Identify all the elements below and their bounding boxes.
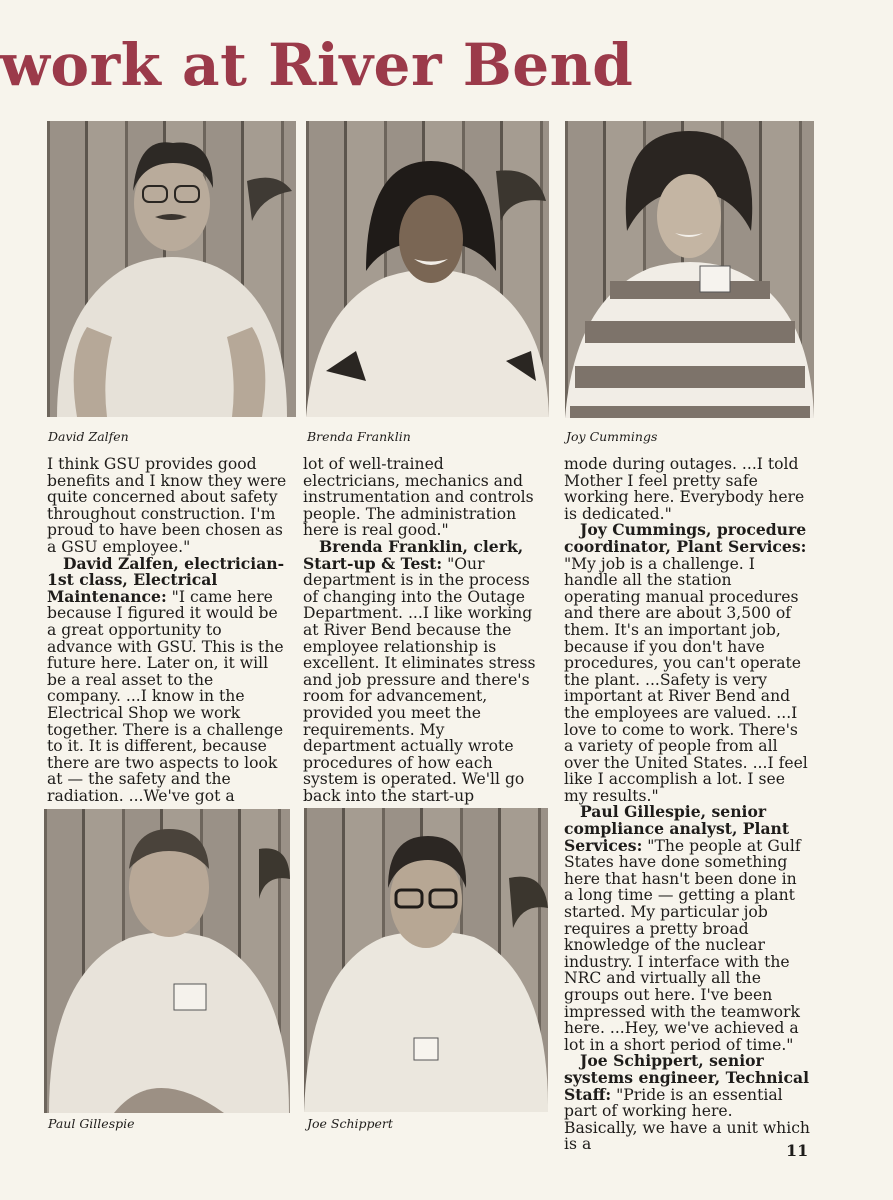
paragraph <box>47 553 290 805</box>
page-number: 11 <box>786 1141 809 1160</box>
photo-joy-cummings <box>565 121 814 418</box>
caption-joe-schippert: Joe Schippert <box>307 1116 393 1131</box>
quote-text: "Pride is an essential part of working here. Basically, we have a unit which is a <box>564 1085 810 1154</box>
portrait-woman-smiling-image <box>306 121 549 417</box>
paragraph <box>564 522 810 804</box>
quote-text: "I came here because I figured it would be a great opportunity to advance with GSU. This is the future here. Later on, it will be a real asset to the company. ...I know in the Electrical Shop we work together. There is a challenge to it. It is different, because there are two aspects to look at — the safety and the radiation. ...We've got a <box>47 587 284 805</box>
photo-david-zalfen <box>47 121 296 417</box>
photo-joe-schippert <box>304 808 548 1112</box>
article-column-2 <box>303 456 541 804</box>
quote-text: "My job is a challenge. I handle all the station operating manual procedures and there are about 3,500 of them. It's an important job, because if you don't have procedures, you can't operate the plant. ...Safety is very important at River Bend and the employees are valued. ...I love to come to work. There's a variety of people from all over the United States. ...I feel like I accomplish a lot. I see my results." <box>564 554 808 805</box>
speaker-name: Paul Gillespie, senior compliance analyst, Plant Services: <box>564 802 790 855</box>
paragraph <box>303 536 541 805</box>
portrait-man-glasses-image <box>47 121 296 417</box>
portrait-man-short-sleeves-image <box>44 809 290 1113</box>
photo-paul-gillespie <box>44 809 290 1113</box>
portrait-man-glasses-shirt-image <box>304 808 548 1112</box>
caption-paul-gillespie: Paul Gillespie <box>48 1116 135 1131</box>
caption-joy-cummings: Joy Cummings <box>566 429 658 444</box>
quote-text: "The people at Gulf States have done something here that hasn't been done in a long time — getting a plant started. My particular job requires a pretty broad knowledge of the nuclear industry. I interface with the NRC and virtually all the groups out here. I've been impressed with the teamwork here. ...Hey, we've achieved a lot in a short period of time." <box>564 836 801 1054</box>
photo-brenda-franklin <box>306 121 549 417</box>
page-title: work at River Bend <box>0 31 634 99</box>
caption-brenda-franklin: Brenda Franklin <box>307 429 411 444</box>
speaker-name: Joy Cummings, procedure coordinator, Plant Services: <box>564 520 807 556</box>
paragraph: I think GSU provides good benefits and I know they were quite concerned about safety throughout construction. I'm proud to have been chosen as a GSU employee." <box>47 455 287 556</box>
paragraph <box>564 1053 810 1153</box>
speaker-name: David Zalfen, electrician-1st class, Electrical Maintenance: <box>47 553 285 606</box>
paragraph: mode during outages. ...I told Mother I feel pretty safe working here. Everybody here is dedicated." <box>564 455 805 523</box>
paragraph: lot of well-trained electricians, mechanics and instrumentation and controls people. The administration here is real good." <box>303 455 534 540</box>
article-column-1 <box>47 456 290 804</box>
speaker-name: Brenda Franklin, clerk, Start-up & Test: <box>303 536 524 573</box>
paragraph <box>564 804 810 1053</box>
caption-david-zalfen: David Zalfen <box>48 429 129 444</box>
quote-text: "Our department is in the process of changing into the Outage Department. ...I like working at River Bend because the employee relationship is excellent. It eliminates stress and job pressure and there's room for advancement, provided you meet the requirements. My department actually wrote procedures of how each system is operated. We'll go back into the start-up <box>303 554 536 805</box>
speaker-name: Joe Schippert, senior systems engineer, Technical Staff: <box>564 1051 810 1104</box>
portrait-woman-striped-shirt-image <box>565 121 814 418</box>
article-column-3 <box>564 456 810 1153</box>
